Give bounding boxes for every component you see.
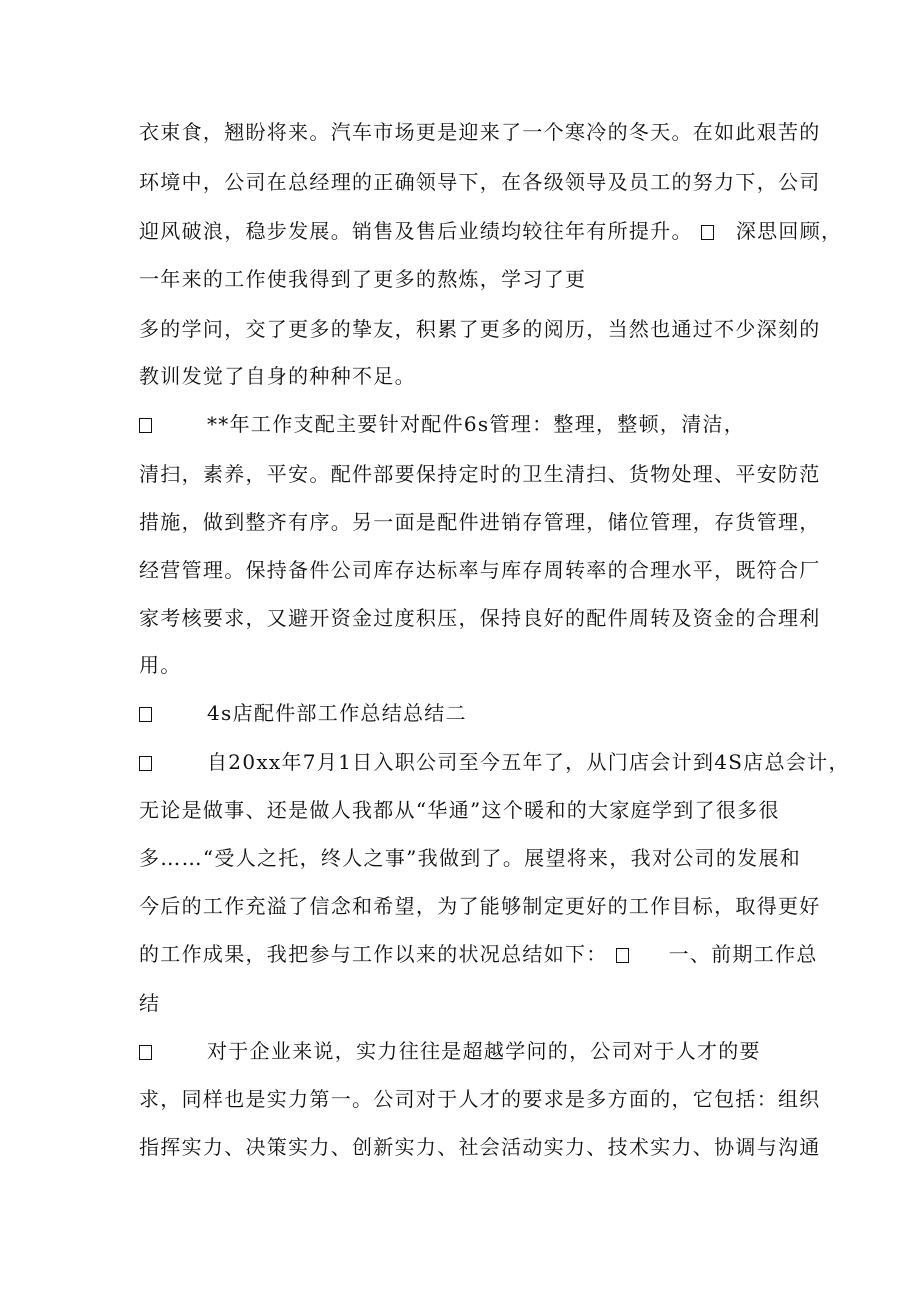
line-text: 无论是做事、还是做人我都从“华通”这个暖和的大家庭学到了很多很	[139, 798, 780, 822]
paragraph-line	[139, 170, 821, 194]
line-text: 一年来的工作使我得到了更多的熬炼，学习了更	[139, 267, 587, 291]
line-text: 多……“受人之托，终人之事”我做到了。展望将来，我对公司的发展和	[139, 846, 802, 870]
bullet-box-icon	[701, 225, 714, 240]
paragraph-line	[139, 942, 818, 966]
paragraph-line	[139, 510, 821, 534]
paragraph-line	[139, 267, 586, 291]
line-text: 衣束食，翘盼将来。汽车市场更是迎来了一个寒冷的冬天。在如此艰苦的	[139, 120, 821, 144]
paragraph-line	[139, 894, 821, 918]
paragraph-line	[139, 846, 801, 870]
line-text: 一、前期工作总	[668, 942, 818, 966]
paragraph-line	[139, 798, 780, 822]
bullet-box-icon	[139, 707, 152, 722]
bullet-box-icon	[616, 948, 629, 963]
paragraph-line	[139, 364, 416, 388]
paragraph-line	[139, 120, 821, 144]
line-text: 指挥实力、决策实力、创新实力、社会活动实力、技术实力、协调与沟通	[139, 1135, 821, 1159]
line-text: 求，同样也是实力第一。公司对于人才的要求是多方面的，它包括：组织	[139, 1087, 821, 1111]
paragraph-line	[139, 606, 821, 630]
paragraph-line	[139, 219, 842, 243]
paragraph-line	[139, 558, 821, 582]
paragraph-line	[139, 653, 182, 677]
line-text: 措施，做到整齐有序。另一面是配件进销存管理，储位管理，存货管理，	[139, 510, 821, 534]
paragraph-line	[139, 412, 745, 436]
line-text: 对于企业来说，实力往往是超越学问的，公司对于人才的要	[207, 1039, 761, 1063]
bullet-box-icon	[139, 418, 152, 433]
line-text: 自20xx年7月1日入职公司至今五年了，从门店会计到4S店总会计，	[207, 750, 850, 774]
bullet-box-icon	[139, 756, 152, 771]
paragraph-line	[139, 317, 821, 341]
paragraph-line	[139, 991, 160, 1015]
paragraph-line	[139, 750, 850, 774]
paragraph-line	[139, 1087, 821, 1111]
line-text: 清扫，素养，平安。配件部要保持定时的卫生清扫、货物处理、平安防范	[139, 462, 821, 486]
line-text: 环境中，公司在总经理的正确领导下，在各级领导及员工的努力下，公司	[139, 170, 821, 194]
section-heading: 4s店配件部工作总结总结二	[207, 701, 467, 725]
line-text: 迎风破浪，稳步发展。销售及售后业绩均较往年有所提升。	[139, 219, 693, 243]
line-text: 深思回顾，	[735, 219, 843, 243]
paragraph-line	[139, 701, 467, 725]
line-text: **年工作支配主要针对配件6s管理：整理，整顿，清洁，	[207, 412, 746, 436]
paragraph-line	[139, 462, 821, 486]
paragraph-line	[139, 1135, 821, 1159]
line-text: 结	[139, 991, 161, 1015]
bullet-box-icon	[139, 1045, 152, 1060]
line-text: 家考核要求，又避开资金过度积压，保持良好的配件周转及资金的合理利	[139, 606, 821, 630]
line-text: 的工作成果，我把参与工作以来的状况总结如下：	[139, 942, 608, 966]
line-text: 多的学问，交了更多的挚友，积累了更多的阅历，当然也通过不少深刻的	[139, 317, 821, 341]
line-text: 用。	[139, 653, 182, 677]
paragraph-line	[139, 1039, 761, 1063]
line-text: 教训发觉了自身的种种不足。	[139, 364, 416, 388]
line-text: 经营管理。保持备件公司库存达标率与库存周转率的合理水平，既符合厂	[139, 558, 821, 582]
line-text: 今后的工作充溢了信念和希望，为了能够制定更好的工作目标，取得更好	[139, 894, 821, 918]
